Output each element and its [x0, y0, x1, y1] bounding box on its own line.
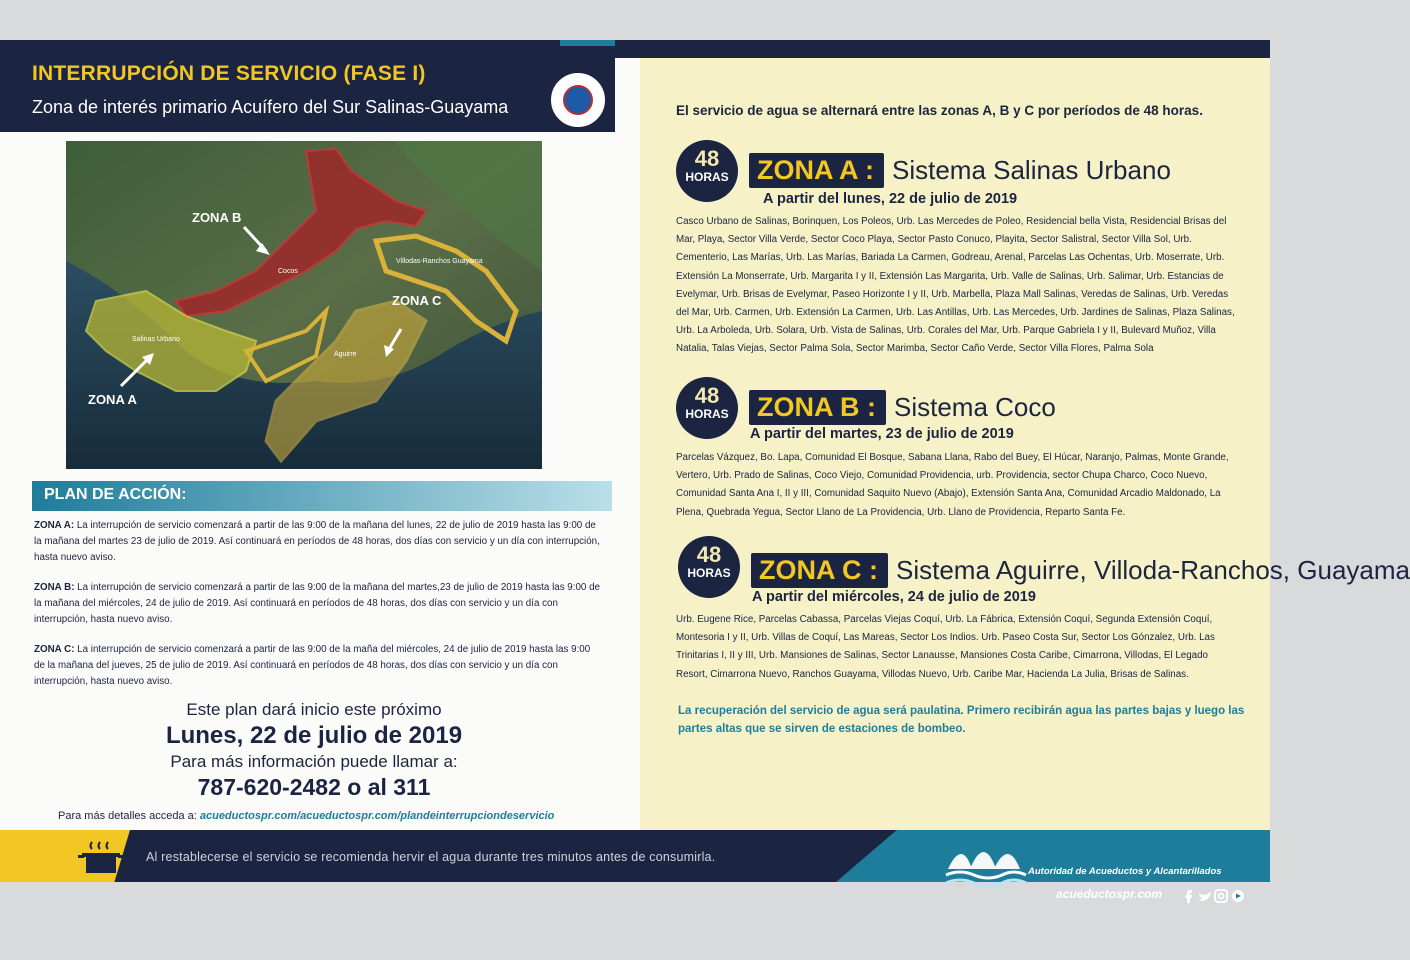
zone-a-system: Sistema Salinas Urbano [891, 155, 1171, 185]
map-label-zona-c: ZONA C [392, 293, 442, 308]
zones-map [66, 141, 542, 469]
plan-zone-label: ZONA A: [34, 520, 75, 531]
plan-item-zona-c [34, 642, 600, 690]
title-band [0, 40, 615, 132]
map-place-cocos: Cocos [278, 268, 298, 275]
org-url[interactable]: acueductospr.com [1056, 887, 1163, 901]
details-line [58, 810, 554, 822]
plan-item-zona-a [34, 518, 600, 566]
details-link[interactable]: acueductospr.com/acueductospr.com/plandeinterrupciondeservicio [199, 810, 555, 822]
map-label-zona-b: ZONA B [192, 210, 242, 225]
hours-badge-zona-a [676, 140, 738, 202]
zone-c-name: ZONA C : [751, 553, 888, 588]
hours-badge-zona-b [676, 377, 738, 439]
zone-a-name: ZONA A : [749, 153, 884, 188]
badge-number: 48 [696, 542, 722, 567]
seal-shield-icon [563, 85, 593, 115]
boiling-pot-icon [78, 840, 124, 874]
notice-sheet [0, 40, 1410, 901]
plan-heading-band [32, 481, 612, 511]
boil-water-advice: Al restablecerse el servicio se recomienda hervir el agua durante tres minutos antes de consumirla. [146, 850, 716, 864]
rotation-intro: El servicio de agua se alternará entre las zonas A, B y C por períodos de 48 horas. [676, 103, 1203, 118]
title-band-accent [560, 40, 620, 46]
document-subtitle: Zona de interés primario Acuífero del Sur Salinas-Guayama [32, 97, 509, 117]
zone-b-heading [749, 390, 1056, 425]
facebook-icon[interactable] [1186, 890, 1193, 903]
instagram-icon[interactable] [1215, 890, 1227, 902]
start-date: Lunes, 22 de julio de 2019 [165, 722, 463, 749]
zone-a-date: A partir del lunes, 22 de julio de 2019 [763, 191, 1018, 207]
plan-item-zona-b [34, 580, 600, 628]
map-place-aguirre: Aguirre [334, 351, 357, 358]
top-band [615, 40, 1270, 58]
badge-unit: HORAS [685, 170, 729, 184]
government-seal-icon [548, 70, 608, 130]
start-intro: Este plan dará inicio este próximo [186, 700, 442, 719]
youtube-icon[interactable] [1232, 890, 1244, 902]
contact-phone[interactable]: 787-620-2482 o al 311 [197, 774, 431, 800]
badge-number: 48 [694, 383, 720, 408]
plan-zone-text: La interrupción de servicio comenzará a partir de las 9:00 de la mañana del martes,23 de julio de 2019 hasta las 9:00 de la mañana del miércoles, 24 de julio de 2019. Así continuará en períodos de 48 horas, dos días con servicio y un día con interrupción, hasta nuevo aviso. [34, 582, 600, 625]
twitter-icon[interactable] [1198, 892, 1211, 901]
zone-b-areas: Parcelas Vázquez, Bo. Lapa, Comunidad El Bosque, Sabana Llana, Rabo del Buey, El Húcar, Naranjo, Palmas, Monte Grande, Vertero, Urb. Prado de Salinas, Coco Viejo, Comunidad Providencia, urb. Providencia, sector Chupa Charco, Coco Nuevo, Comunidad Santa Ana I, II y III, Comunidad Saquito Nuevo (Abajo), Extensión Santa Ana, Comunidad Arcadio Maldonado, La Plena, Quebrada Yegua, Sector Llano de La Providencia, Urb. Llano de Providencia, Reparto Santa Fe. [676, 452, 1229, 518]
zone-b-name: ZONA B : [749, 390, 886, 425]
map-place-salinas: Salinas Urbano [132, 336, 180, 343]
zone-c-areas: Urb. Eugene Rice, Parcelas Cabassa, Parcelas Viejas Coquí, Urb. La Fábrica, Extensión Coquí, Segunda Extensión Coquí, Montesoria I y II, Urb. Villas de Coquí, Las Mareas, Sector Los Indios. Urb. Paseo Costa Sur, Sector Los Gónzalez, Urb. Las Trinitarias I, II y III, Urb. Mansiones de Salinas, Sector Lanausse, Mansiones Costa Caribe, Cimarrona, Villodas, El Legado Resort, Cimarrona Nuevo, Ranchos Guayama, Villodas Nuevo, Urb. Caribe Mar, Hacienda La Julia, Brisas de Salinas. [676, 614, 1215, 680]
map-graphic [66, 141, 542, 469]
badge-number: 48 [694, 146, 720, 171]
zone-c-heading [751, 553, 1410, 588]
zone-c-date: A partir del miércoles, 24 de julio de 2019 [752, 589, 1036, 605]
plan-zone-label: ZONA B: [34, 582, 75, 593]
hours-badge-zona-c [678, 536, 740, 598]
zone-a-heading [749, 153, 1171, 188]
plan-zone-text: La interrupción de servicio comenzará a partir de las 9:00 de la maña del miércoles, 24 de julio de 2019 hasta las 9:00 de la mañana del jueves, 25 de julio de 2019. Así continuará en períodos de 48 horas, dos días con servicio y un día con interrupción, hasta nuevo aviso. [34, 644, 591, 687]
zone-a-areas: Casco Urbano de Salinas, Borinquen, Los Poleos, Urb. Las Mercedes de Poleo, Residencial bella Vista, Residencial Brisas del Mar, Playa, Sector Villa Verde, Sector Coco Playa, Sector Pasto Conuco, Playita, Sector Salistral, Sector Villa Sol, Urb. Cementerio, Las Marías, Urb. Las Marías, Bariada La Carmen, Godreau, Arenal, Parcelas Las Ochentas, Urb. Moserrate, Urb. Extensión La Monserrate, Urb. Margarita I y II, Extensión Las Margarita, Urb. Valle de Salinas, Urb. Salimar, Urb. Estancias de Evelymar, Urb. Brisas de Evelymar, Paseo Horizonte I y II, Urb. Marbella, Plaza Mall Salinas, Veredas de Salinas, Urb. Veredas del Mar, Urb. Carmen, Urb. Extensión La Carmen, Urb. Las Antillas, Urb. Las Mercedes, Urb. Jardines de Salinas, Plaza Salinas, Urb. La Arboleda, Urb. Solara, Urb. Vista de Salinas, Urb. Corales del Mar, Urb. Parque Gabriela I y II, Bulevard Muñoz, Villa Natalia, Talas Viejas, Sector Palma Sola, Sector Marimba, Sector Caño Verde, Sector Villa Flores, Palma Sola [676, 216, 1235, 355]
plan-zone-text: La interrupción de servicio comenzará a partir de las 9:00 de la mañana del lunes, 22 de julio de 2019 hasta las 9:00 de la mañana del martes 23 de julio de 2019. Así continuará en períodos de 48 horas, dos días con servicio y un día con interrupción, hasta nuevo aviso. [34, 520, 600, 563]
recovery-note: La recuperación del servicio de agua será paulatina. Primero recibirán agua las partes bajas y luego las partes altas que se sirven de estaciones de bombeo. [678, 705, 1245, 735]
plan-zone-label: ZONA C: [34, 644, 75, 655]
plan-title: PLAN DE ACCIÓN: [44, 486, 187, 503]
contact-intro: Para más información puede llamar a: [170, 752, 458, 771]
map-place-villodas: Villodas-Ranchos Guayama [396, 258, 483, 265]
badge-unit: HORAS [685, 407, 729, 421]
map-label-zona-a: ZONA A [88, 392, 137, 407]
social-icons [1183, 889, 1247, 903]
zone-b-date: A partir del martes, 23 de julio de 2019 [750, 426, 1014, 442]
zone-b-system: Sistema Coco [893, 392, 1056, 422]
org-name: Autoridad de Acueductos y Alcantarillados [1028, 866, 1222, 877]
details-label: Para más detalles acceda a: [58, 810, 200, 822]
aaa-logo-icon [944, 825, 1028, 897]
document-title: INTERRUPCIÓN DE SERVICIO (FASE I) [32, 62, 426, 85]
badge-unit: HORAS [687, 566, 731, 580]
zone-c-system: Sistema Aguirre, Villoda-Ranchos, Guayama [895, 555, 1410, 585]
